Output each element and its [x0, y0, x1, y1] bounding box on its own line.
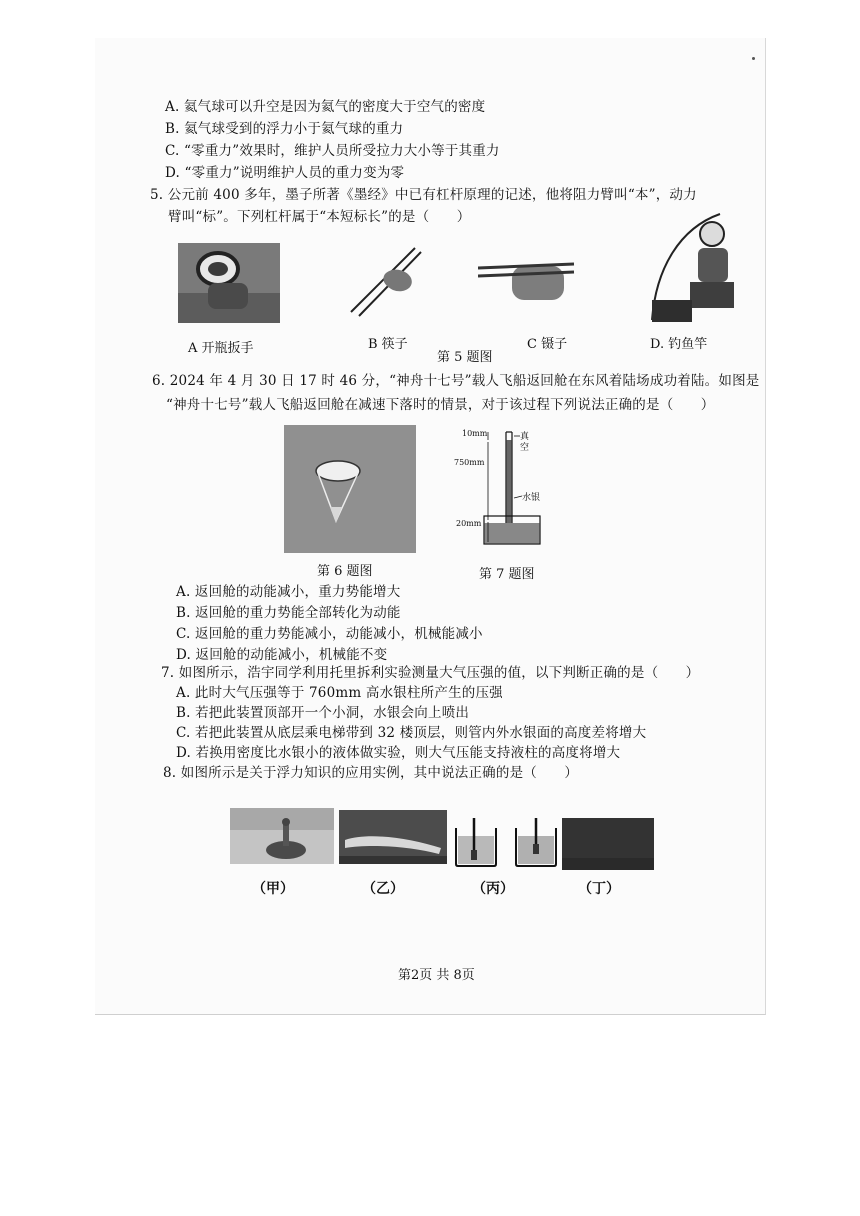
- q8-stem: 8. 如图所示是关于浮力知识的应用实例，其中说法正确的是（ ）: [163, 765, 579, 781]
- label-10mm: 10mm: [462, 429, 488, 438]
- fishing-rod-image: [650, 208, 738, 322]
- page-footer: 第2页 共 8页: [398, 968, 475, 983]
- q6-figure-title: 第 6 题图: [317, 564, 373, 579]
- q7-option-a: A. 此时大气压强等于 760mm 高水银柱所产生的压强: [176, 685, 503, 701]
- bottle-opener-image: [178, 243, 280, 323]
- q4-option-b: B. 氦气球受到的浮力小于氦气球的重力: [165, 121, 404, 137]
- q8-caption-ding: （丁）: [578, 881, 620, 897]
- q4-option-a: A. 氦气球可以升空是因为氦气的密度大于空气的密度: [165, 99, 486, 115]
- q6-stem-line1: 6. 2024 年 4 月 30 日 17 时 46 分，“神舟十七号”载人飞船返回舱在东风着陆场成功着陆。如图是: [152, 373, 760, 389]
- label-mercury: 水银: [522, 493, 541, 503]
- q4-option-d: D. “零重力”说明维护人员的重力变为零: [165, 165, 405, 181]
- q7-figure-title: 第 7 题图: [479, 567, 535, 582]
- q5-caption-b: B 筷子: [368, 337, 408, 352]
- q6-option-c: C. 返回舱的重力势能减小，动能减小，机械能减小: [176, 626, 483, 642]
- q5-stem-line1: 5. 公元前 400 多年，墨子所著《墨经》中已有杠杆原理的记述，他将阻力臂叫“本”，动力: [150, 187, 697, 203]
- balloon-image: [562, 818, 654, 870]
- ship-image: [339, 810, 447, 864]
- q7-option-b: B. 若把此装置顶部开一个小洞，水银会向上喷出: [176, 705, 470, 721]
- return-capsule-image: [284, 425, 416, 553]
- label-20mm: 20mm: [456, 519, 482, 528]
- tweezers-image: [478, 246, 578, 308]
- beaker-left-image: [452, 818, 500, 868]
- torricelli-diagram: [454, 424, 548, 549]
- q8-caption-bing: （丙）: [472, 881, 514, 897]
- chopsticks-image: [345, 244, 427, 320]
- exam-page: [95, 38, 766, 1015]
- q5-figure-title: 第 5 题图: [437, 350, 493, 365]
- q6-option-b: B. 返回舱的重力势能全部转化为动能: [176, 605, 401, 621]
- q8-caption-yi: （乙）: [362, 881, 404, 897]
- q7-option-d: D. 若换用密度比水银小的液体做实验，则大气压能支持液柱的高度将增大: [176, 745, 621, 761]
- submarine-image: [230, 808, 334, 864]
- q5-caption-a: A 开瓶扳手: [188, 341, 254, 356]
- q8-caption-jia: （甲）: [252, 881, 294, 897]
- q7-option-c: C. 若把此装置从底层乘电梯带到 32 楼顶层，则管内外水银面的高度差将增大: [176, 725, 647, 741]
- q5-stem-line2: 臂叫“标”。下列杠杆属于“本短标长”的是（ ）: [168, 209, 471, 225]
- q6-option-a: A. 返回舱的动能减小，重力势能增大: [176, 584, 401, 600]
- q5-caption-d: D. 钓鱼竿: [650, 337, 708, 352]
- q7-stem: 7. 如图所示，浩宇同学利用托里拆利实验测量大气压强的值，以下判断正确的是（ ）: [161, 665, 700, 681]
- q6-option-d: D. 返回舱的动能减小，机械能不变: [176, 647, 388, 663]
- q6-stem-line2: “神舟十七号”载人飞船返回舱在减速下落时的情景，对于该过程下列说法正确的是（ ）: [166, 397, 715, 413]
- label-vacuum-2: 空: [520, 443, 530, 453]
- q5-caption-c: C 镊子: [527, 337, 568, 352]
- q4-option-c: C. “零重力”效果时，维护人员所受拉力大小等于其重力: [165, 143, 500, 159]
- scan-speck: [752, 57, 755, 60]
- label-750mm: 750mm: [454, 458, 485, 467]
- beaker-right-image: [512, 818, 560, 868]
- label-vacuum-1: 真: [520, 432, 530, 442]
